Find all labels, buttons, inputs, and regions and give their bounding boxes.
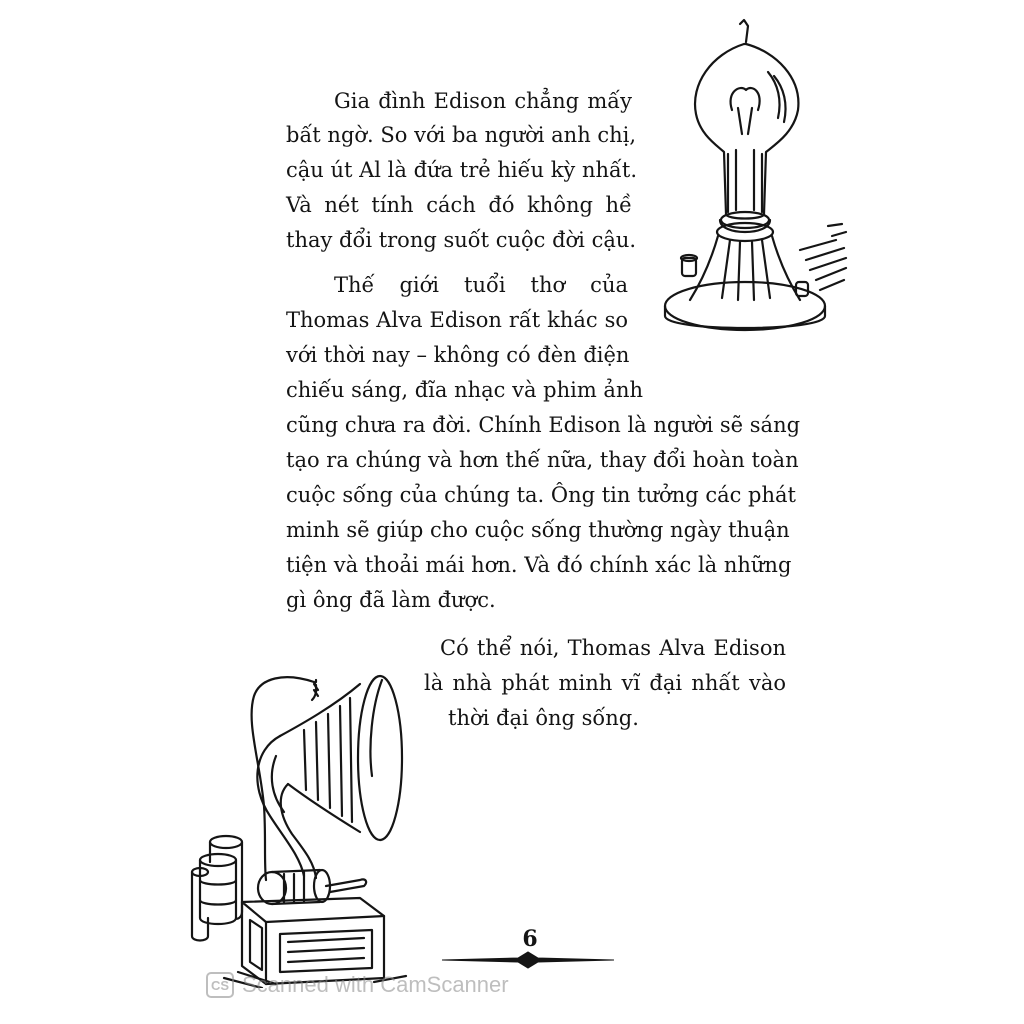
text-line: với thời nay – không có đèn điện xyxy=(286,343,630,367)
text-line: Có thể nói, Thomas Alva Edison xyxy=(440,636,786,660)
text-line: minh sẽ giúp cho cuộc sống thường ngày thuận xyxy=(286,518,790,542)
page-number: 6 xyxy=(522,926,538,952)
text-line: Và nét tính cách đó không hề xyxy=(286,193,632,217)
text-line: cũng chưa ra đời. Chính Edison là người sẽ sáng xyxy=(286,413,801,437)
text-line: bất ngờ. So với ba người anh chị, xyxy=(286,123,637,147)
text-line: tiện và thoải mái hơn. Và đó chính xác là những xyxy=(286,553,792,577)
text-line: gì ông đã làm được. xyxy=(286,588,496,612)
text-line: cuộc sống của chúng ta. Ông tin tưởng các phát xyxy=(286,483,796,507)
text-line: Thế giới tuổi thơ của xyxy=(334,273,628,297)
text-line: chiếu sáng, đĩa nhạc và phim ảnh xyxy=(286,378,643,402)
text-line: thời đại ông sống. xyxy=(448,706,639,730)
watermark-text: Scanned with CamScanner xyxy=(242,972,509,997)
text-line: là nhà phát minh vĩ đại nhất vào xyxy=(424,671,786,695)
text-line: cậu út Al là đứa trẻ hiếu kỳ nhất. xyxy=(286,158,637,182)
phonograph-icon xyxy=(184,666,420,988)
light-bulb-icon xyxy=(660,14,850,344)
ornament-divider-icon xyxy=(438,950,618,970)
camscanner-logo-icon: CS xyxy=(206,972,234,998)
text-line: Gia đình Edison chẳng mấy xyxy=(334,89,632,113)
text-line: Thomas Alva Edison rất khác so xyxy=(286,308,628,332)
text-line: thay đổi trong suốt cuộc đời cậu. xyxy=(286,228,637,252)
text-line: tạo ra chúng và hơn thế nữa, thay đổi hoàn toàn xyxy=(286,448,799,472)
camscanner-watermark xyxy=(206,970,509,1000)
